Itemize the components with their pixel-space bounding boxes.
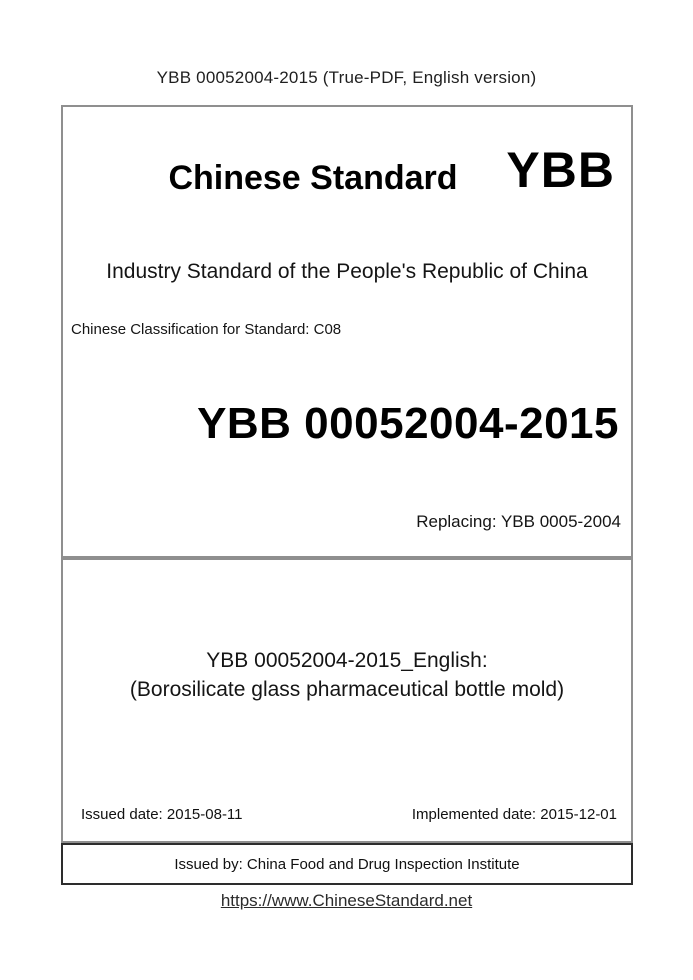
page-header-title: YBB 00052004-2015 (True-PDF, English version) <box>156 68 537 87</box>
issuer-label: Issued by: China Food and Drug Inspection Institute <box>174 855 520 873</box>
footer <box>0 891 693 911</box>
classification-label: Chinese Classification for Standard: C08 <box>71 321 342 338</box>
english-title-line2: (Borosilicate glass pharmaceutical bottle mold) <box>129 678 565 701</box>
dates-row <box>81 806 617 823</box>
cover-middle-box <box>61 558 633 843</box>
replacing-label: Replacing: YBB 0005-2004 <box>416 512 621 531</box>
implemented-date-label: Implemented date: 2015-12-01 <box>411 806 617 823</box>
industry-standard-subtitle: Industry Standard of the People's Republic of China <box>106 260 588 283</box>
chinesestandard-link[interactable]: https://www.ChineseStandard.net <box>220 891 473 910</box>
issuer-box <box>61 843 633 885</box>
issued-date-label: Issued date: 2015-08-11 <box>81 806 243 823</box>
ybb-logo: YBB <box>506 142 615 198</box>
brand-title: Chinese Standard <box>168 159 458 197</box>
cover-top-box <box>61 105 633 558</box>
english-title-line1: YBB 00052004-2015_English: <box>206 649 488 672</box>
english-title <box>63 646 631 704</box>
standard-number-title: YBB 00052004-2015 <box>197 399 619 448</box>
